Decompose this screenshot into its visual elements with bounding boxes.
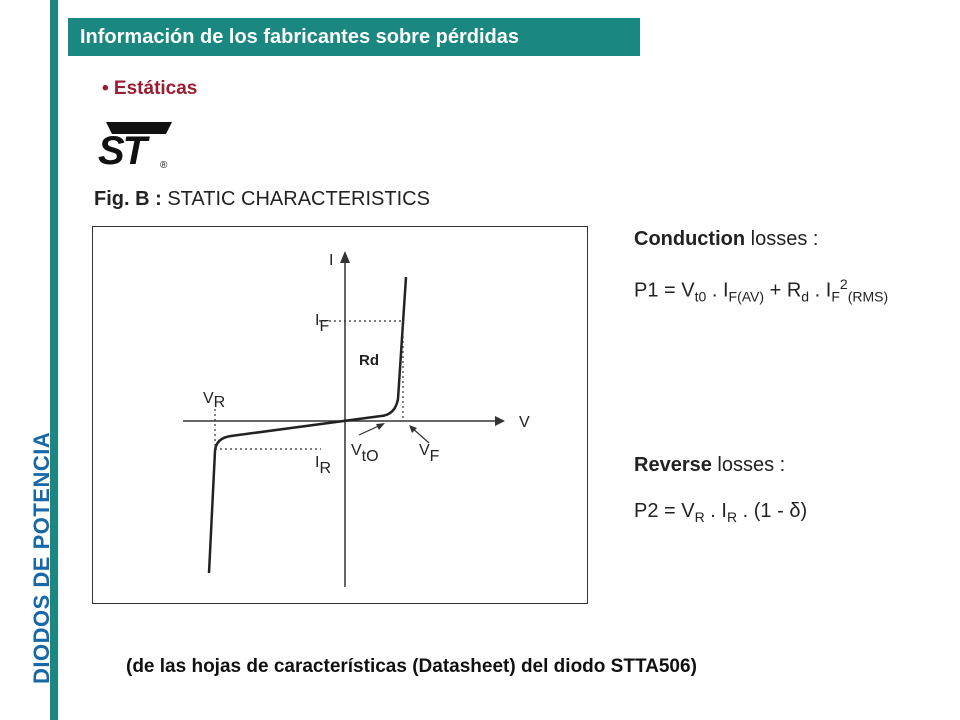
datasheet-footer: (de las hojas de características (Datasheet) del diodo STTA506) xyxy=(126,656,697,677)
conduction-losses-heading: Conduction losses : xyxy=(634,228,819,250)
vt0-pointer-head xyxy=(376,423,385,430)
p2-formula: $P2 = V_R$ . $I_R$ . (1 - δ) xyxy=(634,500,808,525)
i-axis-label: I xyxy=(329,252,334,269)
st-logo-text: ST xyxy=(98,129,146,170)
figure-title-rest: STATIC CHARACTERISTICS xyxy=(161,188,430,210)
diagram-svg xyxy=(93,227,586,602)
st-logo xyxy=(96,118,176,170)
vr-label: VR xyxy=(203,390,226,411)
v-axis-arrow xyxy=(495,416,505,426)
static-characteristics-diagram xyxy=(92,226,588,604)
i-axis-arrow xyxy=(340,251,350,263)
vt0-label: VtO xyxy=(351,442,379,465)
figure-title xyxy=(94,188,430,211)
vertical-title: DIODOS DE POTENCIA xyxy=(29,431,54,684)
st-logo-registered: ® xyxy=(160,160,168,170)
if-label: IF xyxy=(315,312,330,335)
v-axis-label: V xyxy=(519,414,530,431)
diode-iv-curve xyxy=(209,277,406,573)
ir-label: IR xyxy=(315,454,332,477)
slide-title: Información de los fabricantes sobre pérdidas xyxy=(68,18,640,56)
reverse-losses-heading: Reverse losses : xyxy=(634,454,786,476)
rd-label: Rd xyxy=(359,352,379,369)
figure-title-bold: Fig. B : xyxy=(94,188,162,210)
vf-label: VF xyxy=(419,442,440,465)
bullet-estaticas: • Estáticas xyxy=(102,78,198,99)
p1-formula: $P1 = V_{t0}$ . $I_{F(AV)} + R_d$ . $I_F^2_{(RMS)}$ xyxy=(634,276,889,305)
